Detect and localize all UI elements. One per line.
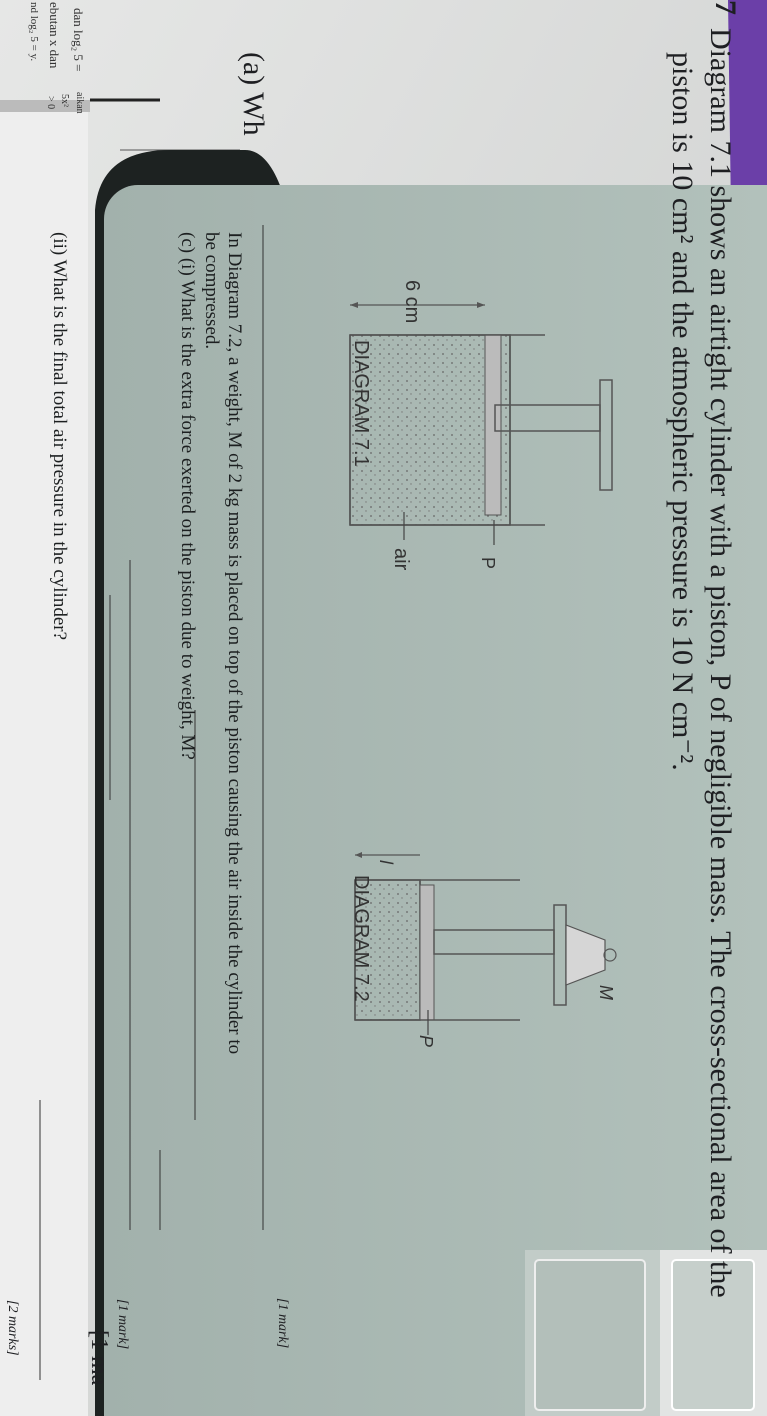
diagram-7-1-caption: DIAGRAM 7.1 [350, 340, 372, 467]
side-text-3: nd log₂ 5 = y. [28, 2, 40, 62]
part-a-label: (a) Wh [237, 52, 270, 136]
diagram-7-2-label-m: M [596, 985, 616, 1000]
side-text-6: > 0 [45, 96, 56, 110]
side-text-4: aikan [74, 92, 85, 114]
overlay-mark-2: [1 mark] [115, 1299, 130, 1350]
overlay-mark-1: [1 mark] [275, 1298, 290, 1349]
weight-m-shape [566, 925, 605, 985]
overlay-intro-line-2: be compressed. [201, 232, 222, 350]
overlay-mark-3: [2 marks] [5, 1300, 20, 1356]
diagram-7-1-label-height: 6 cm [401, 280, 423, 324]
question-line-2: piston is 10 cm² and the atmospheric pressure is 10 N cm⁻². [666, 52, 699, 771]
question-line-1: Diagram 7.1 shows an airtight cylinder with a piston, P of negligible mass. The cross-sectional area of the [704, 28, 737, 1298]
question-c-ii: (ii) What is the final total air pressure in the cylinder? [49, 232, 70, 641]
mark-right: [1 ma [86, 1330, 112, 1386]
side-text-1: dan log₂ 5 = [71, 8, 86, 72]
overlay-intro-line-1: In Diagram 7.2, a weight, M of 2 kg mass is placed on top of the piston causing the air inside the cylinder to [224, 232, 245, 1055]
diagram-7-2-label-p: P [416, 1035, 436, 1048]
side-text-5: 5x² [59, 94, 70, 107]
side-text-2: ebutan x dan [47, 2, 62, 69]
diagram-7-1-label-air: air [390, 548, 412, 571]
question-number: 7 [709, 0, 742, 15]
question-c-i: (c) (i) What is the extra force exerted on the piston due to weight, M? [177, 232, 198, 760]
diagram-7-1-label-p: P [478, 557, 498, 570]
diagram-7-2-caption: DIAGRAM 7.2 [350, 875, 372, 1002]
diagram-7-2-label-l: l [376, 860, 396, 864]
